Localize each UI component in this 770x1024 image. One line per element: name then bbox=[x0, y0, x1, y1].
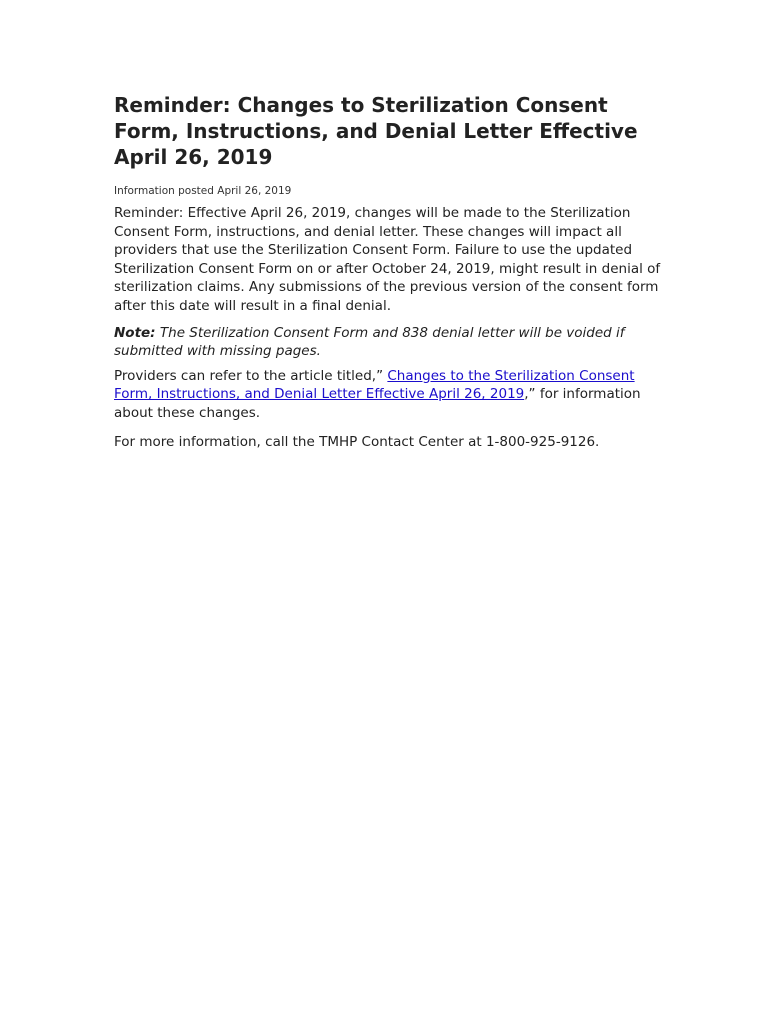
contact-paragraph: For more information, call the TMHP Contact Center at 1-800-925-9126. bbox=[114, 433, 600, 450]
posted-date: Information posted April 26, 2019 bbox=[114, 185, 292, 197]
body-paragraph: Reminder: Effective April 26, 2019, changes will be made to the Sterilization Consent Form, instructions, and denial letter. These changes will impact all providers that use the Sterilization Consent Form. Failure to use the updated Sterilization Consent Form on or after October 24, 2019, might result in denial of sterilization claims. Any submissions of the previous version of the consent form after this date will result in a final denial. bbox=[114, 205, 661, 314]
refer-paragraph bbox=[114, 367, 662, 423]
article-title: Reminder: Changes to Sterilization Consent Form, Instructions, and Denial Letter Effective April 26, 2019 bbox=[114, 93, 638, 169]
article-link[interactable]: Changes to the Sterilization Consent Form, Instructions, and Denial Letter Effective April 26, 2019 bbox=[114, 367, 635, 403]
note-paragraph bbox=[114, 324, 662, 361]
refer-suffix: ,” for information about these changes. bbox=[114, 386, 641, 421]
note-text: The Sterilization Consent Form and 838 denial letter will be voided if submitted with missing pages. bbox=[114, 324, 625, 360]
article bbox=[114, 92, 662, 451]
note-label: Note: bbox=[114, 324, 156, 341]
refer-prefix: Providers can refer to the article titled,” bbox=[114, 367, 388, 384]
